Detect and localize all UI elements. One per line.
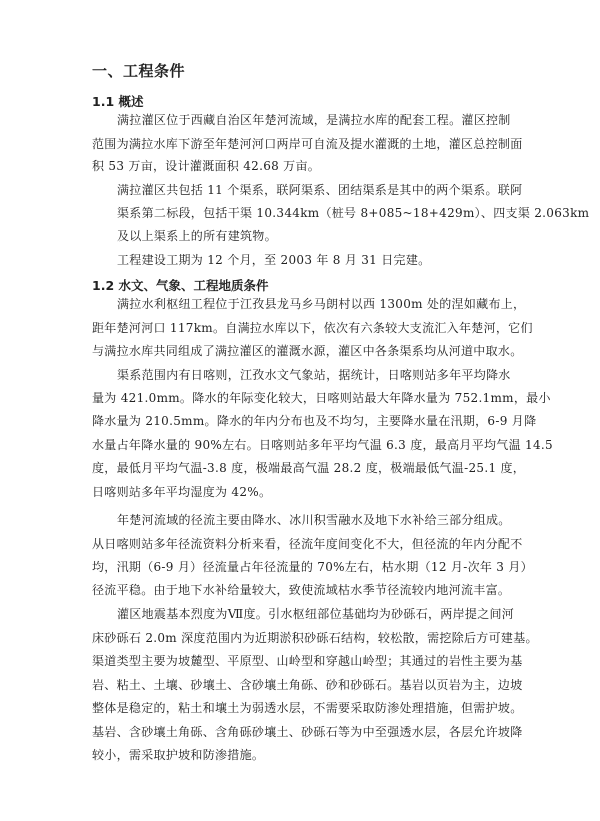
text-line: 整体是稳定的，粘土和壤土为弱透水层，不需要采取防渗处理措施，但需护坡。 <box>92 701 523 715</box>
text-line: 床砂砾石 2.0m 深度范围内为近期淤积砂砾石结构，较松散，需挖除后方可建基。 <box>92 631 538 645</box>
text-line: 满拉灌区共包括 11 个渠系，联阿渠系、团结渠系是其中的两个渠系。联阿 <box>117 183 523 197</box>
text-line: 渠系第二标段，包括干渠 10.344km（桩号 8+085~18+429m）、四支渠 2.063km <box>117 206 590 220</box>
text-line: 较小，需采取护坡和防渗措施。 <box>92 748 265 762</box>
text-line: 距年楚河河口 117km。自满拉水库以下，依次有六条较大支流汇入年楚河，它们 <box>92 321 533 335</box>
text-line: 渠道类型主要为坡麓型、平原型、山岭型和穿越山岭型；其通过的岩性主要为基 <box>92 654 523 668</box>
text-line: 度，最低月平均气温-3.8 度，极端最高气温 28.2 度，极端最低气温-25.1 度， <box>92 461 526 475</box>
text-line: 范围为满拉水库下游至年楚河河口两岸可自流及提水灌溉的土地，灌区总控制面 <box>92 137 523 151</box>
text-line: 岩、粘土、土壤、砂壤土、含砂壤土角砾、砂和砂砾石。基岩以页岩为主，边坡 <box>92 678 523 692</box>
text-line: 工程建设工期为 12 个月，至 2003 年 8 月 31 日完建。 <box>117 253 431 267</box>
heading-overview: 1.1 概述 <box>92 94 144 109</box>
text-line: 水量占年降水量的 90%左右。日喀则站多年平均气温 6.3 度，最高月平均气温 14.5 <box>92 438 553 452</box>
text-line: 渠系范围内有日喀则，江孜水文气象站，据统计，日喀则站多年平均降水 <box>117 368 511 382</box>
text-line: 积 53 万亩，设计灌溉面积 42.68 万亩。 <box>92 159 321 173</box>
text-line: 日喀则站多年平均湿度为 42%。 <box>92 485 272 499</box>
text-line: 满拉水利枢纽工程位于江孜县龙马乡马朗村以西 1300m 处的涅如藏布上， <box>117 297 526 311</box>
text-line: 年楚河流域的径流主要由降水、冰川积雪融水及地下水补给三部分组成。 <box>117 513 511 527</box>
text-line: 径流平稳。由于地下水补给量较大，致使流域枯水季节径流较内地河流丰富。 <box>92 583 511 597</box>
text-line: 满拉灌区位于西藏自治区年楚河流域，是满拉水库的配套工程。灌区控制 <box>117 113 511 127</box>
text-line: 与满拉水库共同组成了满拉灌区的灌溉水源，灌区中各条渠系均从河道中取水。 <box>92 344 523 358</box>
text-line: 及以上渠系上的所有建筑物。 <box>117 229 277 243</box>
text-line: 量为 421.0mm。降水的年际变化较大，日喀则站最大年降水量为 752.1mm，最小 <box>92 391 551 405</box>
text-line: 从日喀则站多年径流资料分析来看，径流年度间变化不大，但径流的年内分配不 <box>92 537 523 551</box>
heading-engineering-conditions: 一、工程条件 <box>92 62 186 80</box>
text-line: 均，汛期（6-9 月）径流量占年径流量的 70%左右，枯水期（12 月-次年 3 月） <box>92 560 533 574</box>
text-line: 降水量为 210.5mm。降水的年内分布也及不均匀，主要降水量在汛期，6-9 月降 <box>92 414 537 428</box>
text-line: 基岩、含砂壤土角砾、含角砾砂壤土、砂砾石等为中至强透水层，各层允许坡降 <box>92 725 523 739</box>
heading-hydrology-geology: 1.2 水文、气象、工程地质条件 <box>92 278 269 293</box>
text-line: 灌区地震基本烈度为Ⅶ度。引水枢纽部位基础均为砂砾石，两岸提之间河 <box>117 607 515 621</box>
